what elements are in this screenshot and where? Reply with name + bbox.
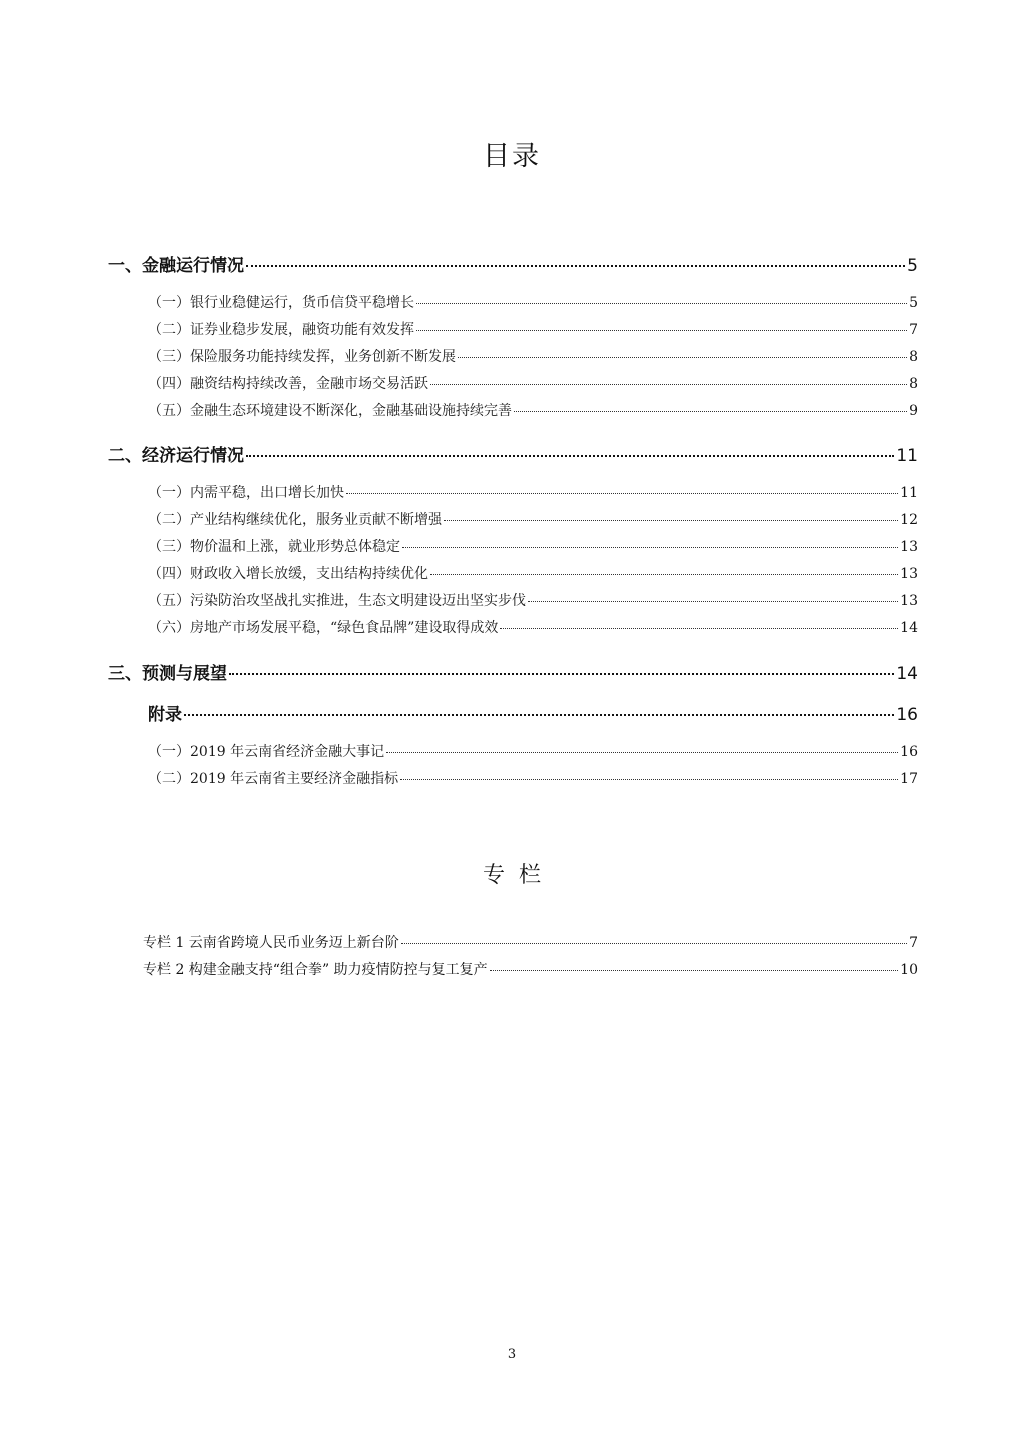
column-page-number: 7: [909, 935, 918, 951]
toc-item[interactable]: [148, 741, 918, 761]
dot-leader: [416, 330, 907, 331]
toc-item-label: （一）内需平稳，出口增长加快: [148, 485, 344, 501]
toc-item[interactable]: [148, 292, 918, 312]
column-entry-label: 专栏 2 构建金融支持“组合拳” 助力疫情防控与复工复产: [143, 962, 488, 978]
dot-leader: [184, 714, 894, 716]
toc-item-label: （一）2019 年云南省经济金融大事记: [148, 744, 385, 760]
dot-leader: [400, 779, 898, 780]
toc-page-number: 16: [900, 744, 918, 760]
page-number: 3: [507, 1347, 517, 1362]
toc-item[interactable]: [148, 509, 918, 529]
dot-leader: [458, 357, 907, 358]
toc-section-1[interactable]: [108, 251, 918, 275]
dot-leader: [229, 673, 894, 675]
column-entry-label: 专栏 1 云南省跨境人民币业务迈上新台阶: [143, 935, 399, 951]
dot-leader: [246, 265, 905, 267]
toc-page-number: 13: [900, 566, 918, 582]
toc-item[interactable]: [148, 400, 918, 420]
toc-item-label: （二）产业结构继续优化，服务业贡献不断增强: [148, 512, 442, 528]
column-entry[interactable]: [143, 932, 918, 952]
toc-item-label: （六）房地产市场发展平稳，“绿色食品牌”建设取得成效: [148, 620, 499, 636]
toc-item[interactable]: [148, 319, 918, 339]
dot-leader: [514, 411, 907, 412]
toc-item-label: （四）财政收入增长放缓，支出结构持续优化: [148, 566, 428, 582]
toc-page-number: 12: [900, 512, 918, 528]
dot-leader: [500, 628, 898, 629]
columns-title: 专栏: [482, 863, 555, 888]
dot-leader: [490, 970, 899, 971]
toc-item-label: （四）融资结构持续改善，金融市场交易活跃: [148, 376, 428, 392]
toc-page-number: 8: [909, 349, 918, 365]
toc-item-label: （三）保险服务功能持续发挥，业务创新不断发展: [148, 349, 456, 365]
toc-item[interactable]: [148, 482, 918, 502]
toc-item-label: （二）证券业稳步发展，融资功能有效发挥: [148, 322, 414, 338]
toc-item[interactable]: [148, 346, 918, 366]
toc-item[interactable]: [148, 590, 918, 610]
toc-item-label: （五）金融生态环境建设不断深化，金融基础设施持续完善: [148, 403, 512, 419]
toc-page-number: 8: [909, 376, 918, 392]
toc-page-number: 17: [900, 771, 918, 787]
toc-item[interactable]: [148, 617, 918, 637]
dot-leader: [246, 455, 894, 457]
dot-leader: [416, 303, 907, 304]
toc-page-number: 13: [900, 593, 918, 609]
toc-section-2[interactable]: [108, 441, 918, 465]
toc-item-label: （五）污染防治攻坚战扎实推进，生态文明建设迈出坚实步伐: [148, 593, 526, 609]
toc-section-label: 附录: [148, 705, 182, 725]
toc-section-label: 一、金融运行情况: [108, 256, 244, 276]
toc-page-number: 9: [909, 403, 918, 419]
toc-page-number: 14: [900, 620, 918, 636]
toc-page-number: 5: [907, 256, 918, 276]
toc-page-number: 16: [896, 705, 918, 725]
toc-page-number: 5: [909, 295, 918, 311]
dot-leader: [528, 601, 898, 602]
toc-item[interactable]: [148, 373, 918, 393]
toc-item[interactable]: [148, 536, 918, 556]
column-entry[interactable]: [143, 959, 918, 979]
column-page-number: 10: [900, 962, 918, 978]
toc-section-label: 三、预测与展望: [108, 664, 227, 684]
toc-item-label: （三）物价温和上涨，就业形势总体稳定: [148, 539, 400, 555]
toc-page-number: 11: [900, 485, 918, 501]
toc-section-3[interactable]: [108, 659, 918, 683]
toc-item-label: （二）2019 年云南省主要经济金融指标: [148, 771, 399, 787]
dot-leader: [401, 943, 907, 944]
toc-section-label: 二、经济运行情况: [108, 446, 244, 466]
toc-page-number: 13: [900, 539, 918, 555]
toc-item-label: （一）银行业稳健运行，货币信贷平稳增长: [148, 295, 414, 311]
toc-appendix[interactable]: [148, 700, 918, 724]
toc-item[interactable]: [148, 768, 918, 788]
dot-leader: [402, 547, 898, 548]
toc-page-number: 7: [909, 322, 918, 338]
toc-page-number: 14: [896, 664, 918, 684]
dot-leader: [430, 574, 898, 575]
dot-leader: [444, 520, 898, 521]
toc-title: 目录: [483, 141, 541, 172]
dot-leader: [386, 752, 898, 753]
toc-item[interactable]: [148, 563, 918, 583]
toc-page-number: 11: [896, 446, 918, 466]
dot-leader: [346, 493, 898, 494]
dot-leader: [430, 384, 907, 385]
